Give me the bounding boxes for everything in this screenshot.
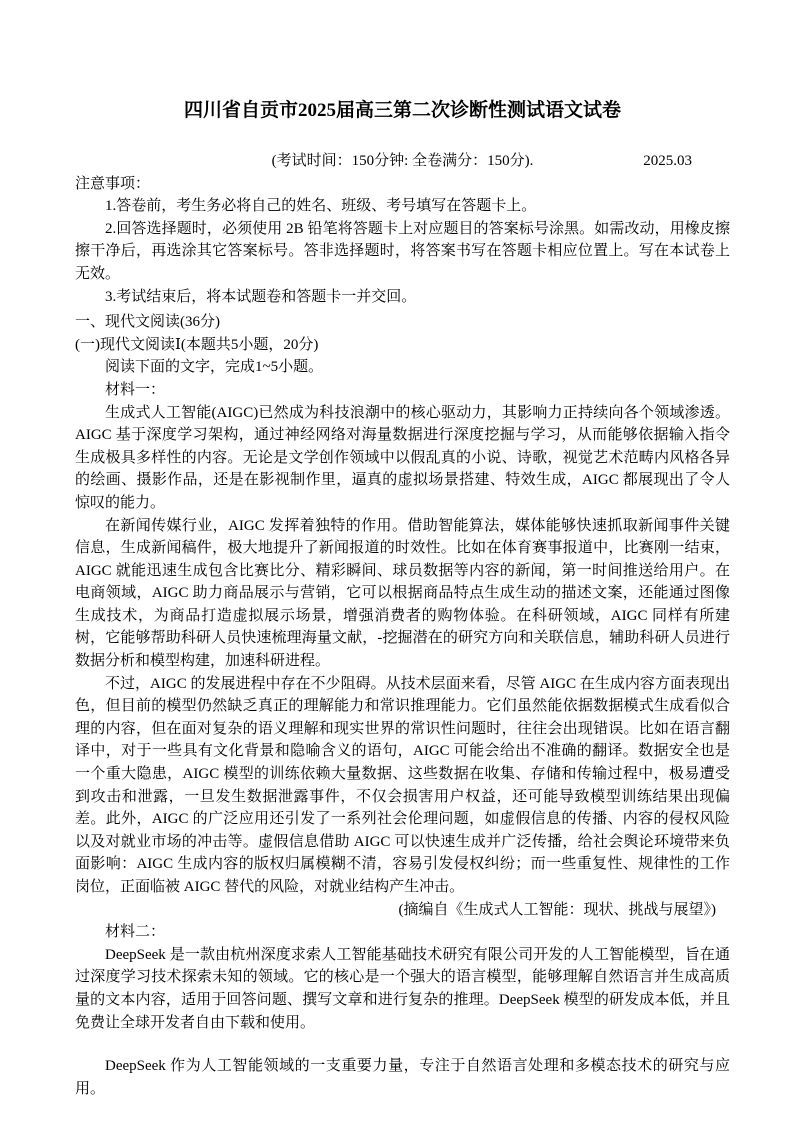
notice-item-2: 2.回答选择题时，必须使用 2B 铅笔将答题卡上对应题目的答案标号涂黑。如需改动，用橡皮擦擦干净后，再选涂其它答案标号。答非选择题时，将答案书写在答题卡相应位置上。写在本试卷上无效。 bbox=[75, 220, 730, 282]
material1-paragraph-3: 不过，AIGC 的发展进程中存在不少阻碍。从技术层面来看，尽管 AIGC 在生成内容方面表现出色，但目前的模型仍然缺乏真正的理解能力和常识推理能力。它们虽然能依据数据模式生成看似合理的内容，但在面对复杂的语义理解和现实世界的常识性问题时，往往会出现错误。比如在语言翻译中，对于一些具有文化背景和隐喻含义的语句，AIGC 可能会给出不准确的翻译。数据安全也是一个重大隐患，AIGC 模型的训练依赖大量数据、这些数据在收集、存储和传输过程中，极易遭受到攻击和泄露，一旦发生数据泄露事件，不仅会损害用户权益，还可能导致模型训练结果出现偏差。此外，AIGC 的广泛应用还引发了一系列社会伦理问题，如虚假信息的传播、内容的侵权风险以及对就业市场的冲击等。虚假信息借助 AIGC 可以快速生成并广泛传播，给社会舆论环境带来负面影响：AIGC 生成内容的版权归属模糊不清，容易引发侵权纠纷；而一些重复性、规律性的工作岗位，正面临被 AIGC 替代的风险，对就业结构产生冲击。 bbox=[75, 675, 730, 895]
notice-item-1: 1.答卷前，考生务必将自己的姓名、班级、考号填写在答题卡上。 bbox=[105, 198, 537, 215]
reading-instruction: 阅读下面的文字，完成1~5小题。 bbox=[105, 359, 324, 376]
material1-paragraph-1: 生成式人工智能(AIGC)已然成为科技浪潮中的核心驱动力，其影响力正持续向各个领域渗透。AIGC 基于深度学习架构，通过神经网络对海量数据进行深度挖掘与学习，从而能够依据输入指令生成极具多样性的内容。无论是文学创作领域中以假乱真的小说、诗歌，视觉艺术范畴内风格各异的绘画、摄影作品，还是在影视制作里，逼真的虚拟场景搭建、特效生成，AIGC 都展现出了令人惊叹的能力。 bbox=[75, 404, 730, 511]
material2-paragraph-2: DeepSeek 作为人工智能领域的一支重要力量，专注于自然语言处理和多模态技术的研究与应用。 bbox=[75, 1058, 730, 1097]
exam-meta-line bbox=[75, 150, 730, 173]
notice-header: 注意事项： bbox=[75, 175, 151, 192]
material2-paragraph-1: DeepSeek 是一款由杭州深度求索人工智能基础技术研究有限公司开发的人工智能模型，旨在通过深度学习技术探索未知的领域。它的核心是一个强大的语言模型，能够理解自然语言并生成高质量的文本内容，适用于回答问题、撰写文章和进行复杂的推理。DeepSeek 模型的研发成本低，并且免费让全球开发者自由下载和使用。 bbox=[75, 946, 730, 1031]
material2-label: 材料二： bbox=[105, 924, 166, 941]
subsection-heading: (一)现代文阅读Ⅰ(本题共5小题，20分) bbox=[75, 336, 319, 353]
material1-label: 材料一： bbox=[105, 381, 166, 398]
exam-date: 2025.03 bbox=[643, 153, 692, 169]
material1-attribution: (摘编自《生成式人工智能：现状、挑战与展望》) bbox=[398, 901, 716, 918]
notice-item-3: 3.考试结束后，将本试题卷和答题卡一并交回。 bbox=[105, 288, 417, 305]
exam-info: (考试时间：150分钟: 全卷满分：150分). bbox=[271, 153, 534, 169]
material1-paragraph-2: 在新闻传媒行业，AIGC 发挥着独特的作用。借助智能算法，媒体能够快速抓取新闻事件关键信息，生成新闻稿件，极大地提升了新闻报道的时效性。比如在体育赛事报道中，比赛刚一结束，AIGC 就能迅速生成包含比赛比分、精彩瞬间、球员数据等内容的新闻，第一时间推送给用户。在电商领域，AIGC 助力商品展示与营销，它可以根据商品特点生成生动的描述文案，还能通过图像生成技术，为商品打造虚拟展示场景，增强消费者的购物体验。在科研领域，AIGC 同样有所建树，它能够帮助科研人员快速梳理海量文献，-挖掘潜在的研究方向和关联信息，辅助科研人员进行数据分析和模型构建，加速科研进程。 bbox=[75, 517, 730, 670]
section-heading: 一、现代文阅读(36分) bbox=[75, 314, 220, 331]
page-title: 四川省自贡市2025届高三第二次诊断性测试语文试卷 bbox=[183, 100, 621, 121]
